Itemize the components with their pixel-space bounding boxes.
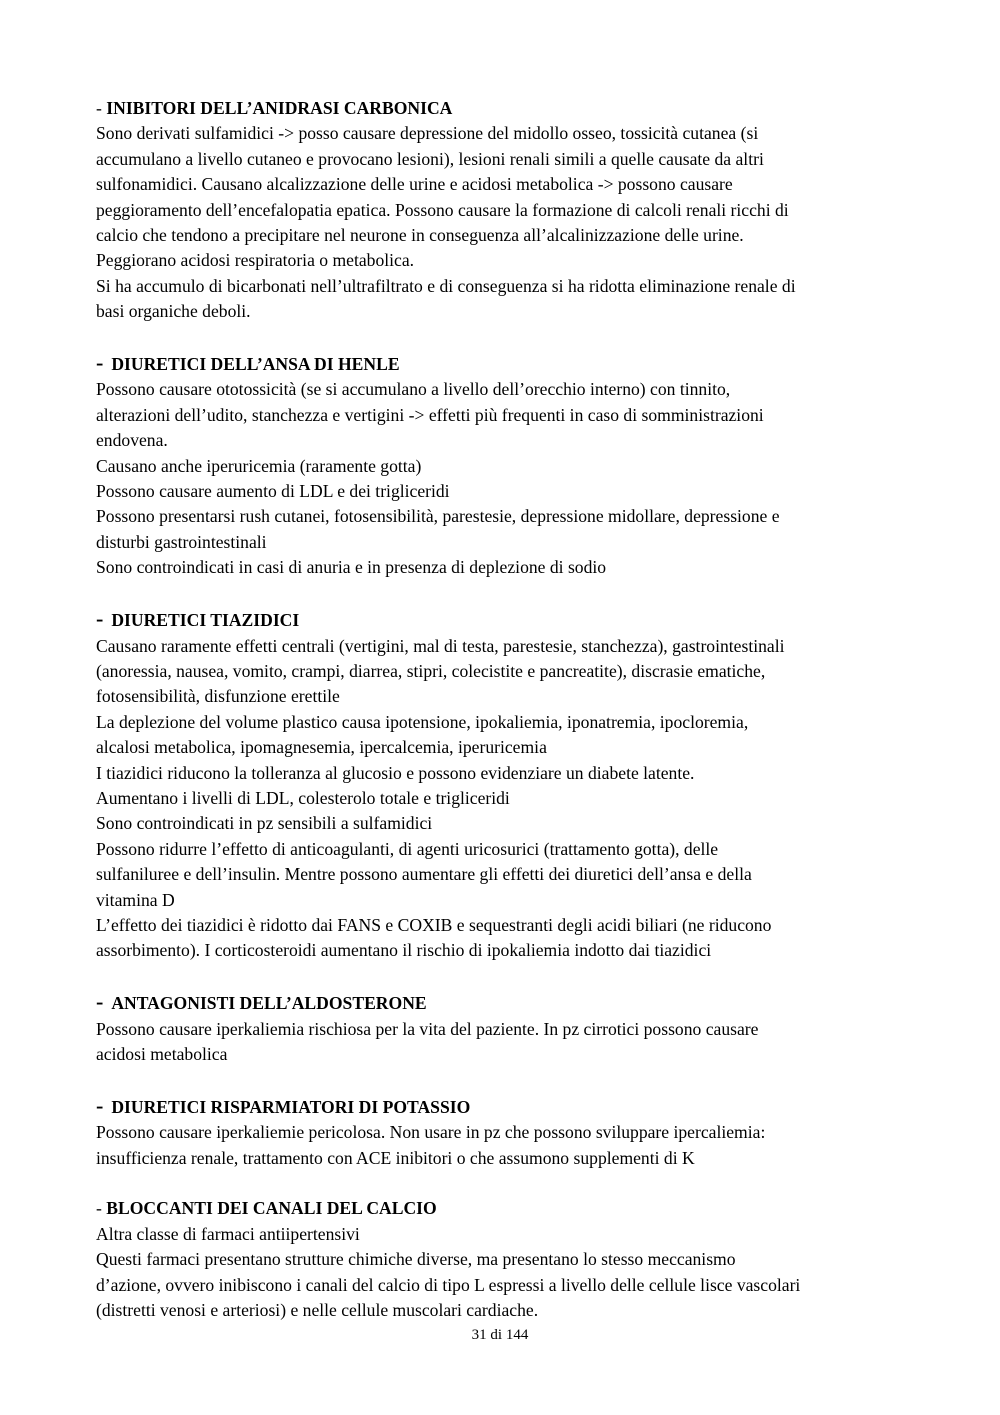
section-potassium-sparing-diuretics [96, 1093, 916, 1171]
paragraph-line: peggioramento dell’encefalopatia epatica. Possono causare la formazione di calcoli renali ricchi di [96, 199, 789, 220]
heading-title: ANTAGONISTI DELL’ALDOSTERONE [111, 993, 427, 1014]
section-heading [96, 606, 916, 633]
section-heading [96, 350, 916, 377]
paragraph-line: insufficienza renale, trattamento con ACE inibitori o che assumono supplementi di K [96, 1147, 695, 1168]
paragraph-line: Sono controindicati in pz sensibili a sulfamidici [96, 813, 433, 834]
paragraph-line: assorbimento). I corticosteroidi aumentano il rischio di ipokaliemia indotto dai tiazidici [96, 940, 712, 961]
paragraph-line: (anoressia, nausea, vomito, crampi, diarrea, stipri, colecistite e pancreatite), discrasie ematiche, [96, 660, 766, 681]
section-carbonic-anhydrase-inhibitors [96, 96, 916, 325]
section-thiazide-diuretics [96, 606, 916, 964]
heading-title: DIURETICI RISPARMIATORI DI POTASSIO [111, 1096, 471, 1117]
section-heading [96, 96, 916, 121]
paragraph-line: alcalosi metabolica, ipomagnesemia, ipercalcemia, iperuricemia [96, 737, 547, 758]
section-loop-diuretics [96, 350, 916, 581]
page-number: 31 di 144 [471, 1327, 529, 1343]
paragraph-line: basi organiche deboli. [96, 301, 251, 322]
section-heading [96, 1196, 916, 1221]
paragraph-line: acidosi metabolica [96, 1043, 228, 1064]
paragraph-line: Causano anche iperuricemia (raramente gotta) [96, 455, 422, 476]
paragraph-line: Possono causare ototossicità (se si accumulano a livello dell’orecchio interno) con tinnito, [96, 379, 731, 400]
heading-title: BLOCCANTI DEI CANALI DEL CALCIO [106, 1198, 437, 1219]
paragraph-line: Peggiorano acidosi respiratoria o metabolica. [96, 250, 415, 271]
heading-title: DIURETICI TIAZIDICI [111, 610, 300, 631]
heading-dash: - [96, 1092, 104, 1118]
paragraph-line: sulfonamidici. Causano alcalizzazione delle urine e acidosi metabolica -> possono causare [96, 174, 733, 195]
paragraph-line: fotosensibilità, disfunzione erettile [96, 686, 340, 707]
paragraph-line: Possono causare iperkaliemie pericolosa. Non usare in pz che possono sviluppare ipercaliemia: [96, 1122, 766, 1143]
paragraph-line: Possono causare iperkaliemia rischiosa per la vita del paziente. In pz cirrotici possono causare [96, 1018, 759, 1039]
paragraph-line: endovena. [96, 430, 168, 451]
paragraph-line: (distretti venosi e arteriosi) e nelle cellule muscolari cardiache. [96, 1300, 539, 1321]
paragraph-line: Questi farmaci presentano strutture chimiche diverse, ma presentano lo stesso meccanismo [96, 1249, 736, 1270]
heading-dash: - [96, 350, 104, 376]
paragraph-line: Possono causare aumento di LDL e dei trigliceridi [96, 481, 450, 502]
paragraph-line: vitamina D [96, 889, 175, 910]
paragraph-line: Possono presentarsi rush cutanei, fotosensibilità, parestesie, depressione midollare, depressione e [96, 506, 780, 527]
heading-title: INIBITORI DELL’ANIDRASI CARBONICA [106, 98, 453, 118]
paragraph-line: Altra classe di farmaci antiipertensivi [96, 1223, 360, 1244]
paragraph-line: Si ha accumulo di bicarbonati nell’ultrafiltrato e di conseguenza si ha ridotta eliminazione renale di [96, 275, 796, 296]
paragraph-line: La deplezione del volume plastico causa ipotensione, ipokaliemia, iponatremia, ipocloremia, [96, 711, 749, 732]
heading-dash: - [96, 606, 104, 632]
section-calcium-channel-blockers [96, 1196, 916, 1323]
paragraph-line: disturbi gastrointestinali [96, 531, 267, 552]
paragraph-line: calcio che tendono a precipitare nel neurone in conseguenza all’alcalinizzazione delle urine. [96, 225, 744, 246]
paragraph-line: Sono controindicati in casi di anuria e in presenza di deplezione di sodio [96, 557, 607, 578]
paragraph-line: d’azione, ovvero inibiscono i canali del calcio di tipo L espressi a livello delle cellule lisce vascolari [96, 1274, 801, 1295]
section-aldosterone-antagonists [96, 989, 916, 1067]
paragraph-line: alterazioni dell’udito, stanchezza e vertigini -> effetti più frequenti in caso di somministrazioni [96, 404, 764, 425]
heading-dash: - [96, 98, 107, 118]
heading-title: DIURETICI DELL’ANSA DI HENLE [111, 354, 400, 375]
paragraph-line: L’effetto dei tiazidici è ridotto dai FANS e COXIB e sequestranti degli acidi biliari (ne riducono [96, 914, 772, 935]
section-heading [96, 1093, 916, 1120]
paragraph-line: Possono ridurre l’effetto di anticoagulanti, di agenti uricosurici (trattamento gotta), delle [96, 838, 719, 859]
paragraph-line: Aumentano i livelli di LDL, colesterolo totale e trigliceridi [96, 787, 510, 808]
paragraph-line: I tiazidici riducono la tolleranza al glucosio e possono evidenziare un diabete latente. [96, 762, 695, 783]
document-page [96, 96, 916, 1323]
paragraph-line: accumulano a livello cutaneo e provocano lesioni), lesioni renali simili a quelle causate da altri [96, 148, 764, 169]
paragraph-line: Causano raramente effetti centrali (vertigini, mal di testa, parestesie, stanchezza), gastrointestinali [96, 635, 785, 656]
heading-dash: - [96, 1198, 107, 1219]
section-heading [96, 989, 916, 1016]
heading-dash: - [96, 989, 104, 1015]
paragraph-line: sulfaniluree e dell’insulin. Mentre possono aumentare gli effetti dei diuretici dell’ansa e della [96, 864, 752, 885]
paragraph-line: Sono derivati sulfamidici -> posso causare depressione del midollo osseo, tossicità cutanea (si [96, 123, 759, 144]
